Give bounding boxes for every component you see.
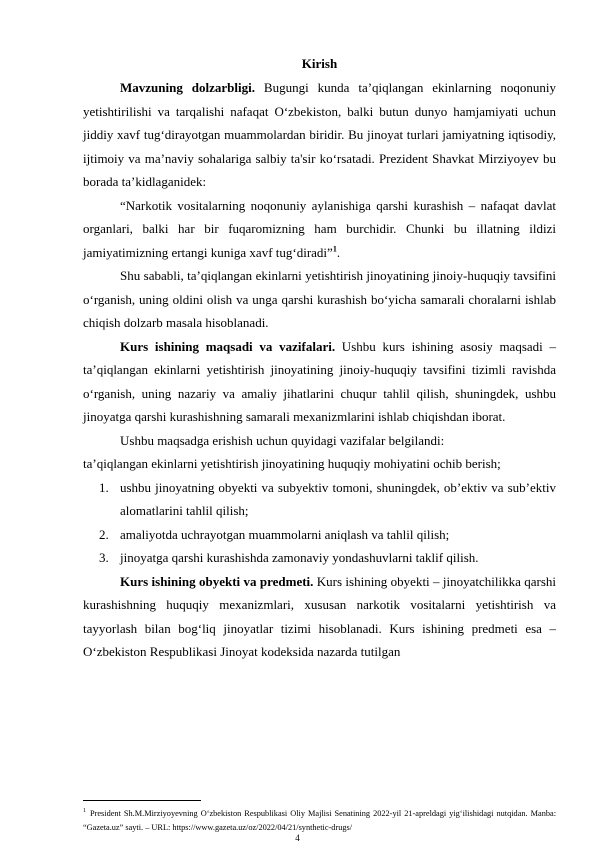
object-heading: Kurs ishining obyekti va predmeti.	[120, 573, 314, 589]
footnote-text: President Sh.M.Mirziyoyevning O‘zbekiston Respublikasi Oliy Majlisi Senatining 2022-yil 21-apreldagi yig‘ilishidagi nutqidan. Manba: “Gazeta.uz” sayti. – URL: https://www.gazeta.uz/oz/2022/04/21/synthetic-drugs/	[83, 808, 556, 832]
page-title: Kirish	[301, 56, 338, 71]
document-body	[83, 52, 556, 664]
tasks-list	[83, 476, 556, 570]
list-item	[83, 546, 556, 570]
relevance-heading: Mavzuning dolzarbligi.	[120, 80, 255, 95]
list-text: jinoyatga qarshi kurashishda zamonaviy yondashuvlarni taklif qilish.	[120, 550, 479, 565]
relevance-text: Bugungi kunda ta’qiqlangan ekinlarning noqonuniy yetishtirilishi va tarqalishi nafaqat O‘zbekiston, balki butun dunyo hamjamiyati uchun jiddiy xavf tug‘dirayotgan muammolardan biridir. Bu jinoyat turlari jamiyatning iqtisodiy, ijtimoiy va ma’naviy sohalariga salbiy ta'sir ko‘rsatadi. Prezident Shavkat Mirziyoyev bu borada ta’kidlaganidek:	[83, 80, 557, 189]
quote-tail: .	[336, 244, 341, 260]
paragraph-tasks-intro: Ushbu maqsadga erishish uchun quyidagi vazifalar belgilandi:	[120, 432, 445, 448]
list-text: ushbu jinoyatning obyekti va subyektiv tomoni, shuningdek, ob’ektiv va sub’ektiv alomatlarini tahlil qilish;	[120, 479, 556, 518]
list-number: 2.	[99, 526, 109, 542]
paragraph-quote	[83, 194, 556, 265]
list-item	[83, 476, 556, 523]
quote-text: “Narkotik vositalarning noqonuniy aylanishiga qarshi kurashish – nafaqat davlat organlari, balki har bir fuqaromizning ham burchidir. Chunki bu illatning ildizi jamiyatimizning ertangi kuniga xavf tug‘diradi”	[83, 197, 556, 260]
page-number: 4	[295, 833, 300, 843]
footnote-number: 1	[83, 808, 86, 814]
paragraph-goals	[83, 335, 556, 429]
list-text: amaliyotda uchrayotgan muammolarni aniqlash va tahlil qilish;	[120, 526, 450, 542]
goals-text: Ushbu kurs ishining asosiy maqsadi – ta’qiqlangan ekinlarni yetishtirish jinoyatining jinoiy-huquqiy tavsifini tizimli ravishda o‘rganish, uning nazariy va amaliy jihatlarini chuqur tahlil qilish, shuningdek, ushbu jinoyatga qarshi kurashishning samarali mexanizmlarini ishlab chiqishdan iborat.	[83, 338, 556, 424]
footnote	[83, 804, 556, 835]
footnote-separator	[83, 800, 201, 801]
paragraph-object	[83, 570, 556, 664]
object-text: Kurs ishining obyekti – jinoyatchilikka qarshi kurashishning huquqiy mexanizmlari, xususan narkotik vositalarni yetishtirish va tayyorlash bilan bog‘liq jinoyatlar tizimi hisoblanadi. Kurs ishining predmeti esa – O‘zbekiston Respublikasi Jinoyat kodeksida nazarda tutilgan	[83, 573, 556, 659]
paragraph-reason: Shu sababli, ta’qiqlangan ekinlarni yetishtirish jinoyatining jinoiy-huquqiy tavsifini o‘rganish, uning oldini olish va unga qarshi kurashish bo‘yicha samarali choralarni ishlab chiqish dolzarb masala hisoblanadi.	[83, 268, 556, 330]
paragraph-task-first: ta’qiqlangan ekinlarni yetishtirish jinoyatining huquqiy mohiyatini ochib berish;	[83, 456, 501, 471]
list-number: 3.	[99, 550, 109, 565]
list-number: 1.	[99, 479, 109, 495]
footnote-marker[interactable]: 1	[332, 244, 337, 254]
goals-heading: Kurs ishining maqsadi va vazifalari.	[120, 338, 336, 354]
paragraph-relevance	[83, 76, 556, 194]
list-item	[83, 523, 556, 547]
